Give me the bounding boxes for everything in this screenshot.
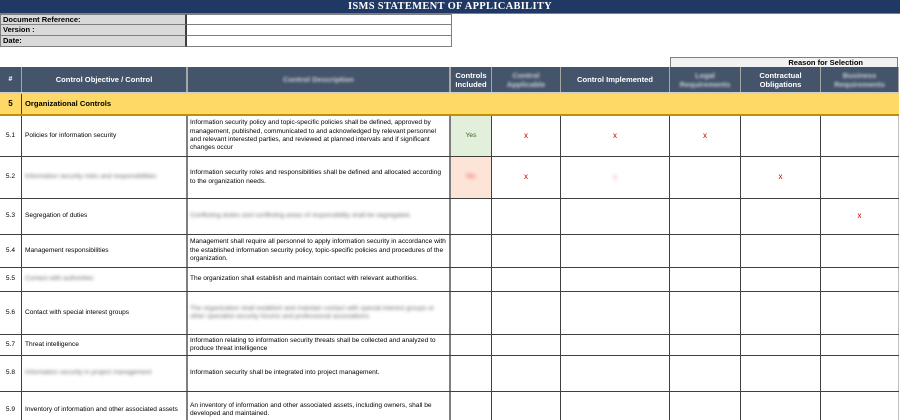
legal-requirements-cell[interactable] bbox=[670, 356, 741, 391]
control-description[interactable] bbox=[188, 292, 451, 334]
control-applicable-cell[interactable] bbox=[492, 335, 561, 355]
legal-requirements-cell[interactable] bbox=[670, 392, 741, 420]
controls-included-cell[interactable] bbox=[451, 199, 492, 234]
control-description-text: Information security policy and topic-specific policies shall be defined, approved by management, published, communicated to and acknowledged by relevant personnel and relevant interested parties, and reviewed at planned intervals and if significant changes occur bbox=[190, 119, 436, 152]
col-header-control-objective[interactable]: Control Objective / Control bbox=[22, 67, 188, 92]
contractual-obligations-cell[interactable] bbox=[741, 268, 821, 291]
legal-requirements-cell[interactable] bbox=[670, 116, 741, 156]
control-implemented-cell[interactable] bbox=[561, 335, 670, 355]
business-requirements-cell[interactable] bbox=[821, 392, 899, 420]
control-applicable-cell[interactable] bbox=[492, 292, 561, 334]
col-header-control-applicable[interactable] bbox=[492, 67, 561, 92]
control-name[interactable]: Policies for information security bbox=[22, 116, 188, 156]
x-mark-icon: x bbox=[524, 130, 528, 140]
business-requirements-cell[interactable] bbox=[821, 292, 899, 334]
legal-requirements-cell[interactable] bbox=[670, 199, 741, 234]
reason-for-selection-header: Reason for Selection bbox=[670, 57, 898, 67]
x-mark-icon: x bbox=[613, 130, 617, 140]
contractual-obligations-cell[interactable] bbox=[741, 199, 821, 234]
control-name-text: Contact with authorities bbox=[25, 275, 94, 283]
control-id[interactable]: 5.7 bbox=[0, 335, 22, 355]
business-requirements-cell[interactable] bbox=[821, 356, 899, 391]
controls-included-value: No bbox=[466, 173, 476, 181]
control-name[interactable]: Threat intelligence bbox=[22, 335, 188, 355]
meta-row-date bbox=[0, 36, 452, 47]
col-header-contractual-obligations[interactable]: Contractual Obligations bbox=[741, 67, 821, 92]
x-mark-icon: x bbox=[703, 130, 707, 140]
col-header-business-requirements[interactable] bbox=[821, 67, 899, 92]
controls-included-cell[interactable] bbox=[451, 157, 492, 198]
control-description[interactable] bbox=[188, 268, 451, 291]
soa-table bbox=[0, 67, 899, 420]
control-id[interactable]: 5.2 bbox=[0, 157, 22, 198]
control-applicable-cell[interactable] bbox=[492, 268, 561, 291]
control-name-text: Information security roles and responsibilities bbox=[25, 173, 157, 181]
control-description-text: Management shall require all personnel to apply information security in accordance with the established information security policy, topic-specific policies and procedures of the organization. bbox=[190, 238, 446, 263]
table-header-row bbox=[0, 67, 899, 94]
control-applicable-cell[interactable] bbox=[492, 157, 561, 198]
table-row bbox=[0, 157, 899, 199]
col-header-legal-requirements[interactable] bbox=[670, 67, 741, 92]
section-title[interactable]: Organizational Controls bbox=[25, 98, 112, 108]
control-name[interactable]: Management responsibilities bbox=[22, 235, 188, 267]
contractual-obligations-cell[interactable] bbox=[741, 335, 821, 355]
section-row-organizational-controls bbox=[0, 94, 899, 116]
control-name[interactable] bbox=[22, 268, 188, 291]
controls-included-cell[interactable] bbox=[451, 392, 492, 420]
table-row bbox=[0, 335, 899, 356]
control-description[interactable] bbox=[188, 335, 451, 355]
business-requirements-cell[interactable] bbox=[821, 335, 899, 355]
control-name-text: Information security in project management bbox=[25, 369, 152, 377]
section-number[interactable]: 5 bbox=[0, 94, 22, 114]
control-id[interactable]: 5.9 bbox=[0, 392, 22, 420]
control-description[interactable] bbox=[188, 199, 451, 234]
sheet-title: ISMS STATEMENT OF APPLICABILITY bbox=[0, 0, 900, 14]
control-applicable-cell[interactable] bbox=[492, 235, 561, 267]
control-implemented-cell[interactable] bbox=[561, 235, 670, 267]
control-description-text: Information security shall be integrated into project management. bbox=[190, 369, 380, 377]
legal-requirements-cell[interactable] bbox=[670, 292, 741, 334]
col-header-control-applicable-label: Control Applicable bbox=[506, 70, 546, 89]
contractual-obligations-cell[interactable] bbox=[741, 356, 821, 391]
x-mark-icon: x bbox=[778, 172, 783, 182]
table-row bbox=[0, 392, 899, 420]
control-implemented-cell[interactable] bbox=[561, 157, 670, 198]
control-id[interactable]: 5.4 bbox=[0, 235, 22, 267]
contractual-obligations-cell[interactable] bbox=[741, 157, 821, 198]
x-mark-icon: x bbox=[524, 172, 528, 182]
control-description[interactable] bbox=[188, 235, 451, 267]
legal-requirements-cell[interactable] bbox=[670, 335, 741, 355]
control-description[interactable] bbox=[188, 157, 451, 198]
business-requirements-cell[interactable] bbox=[821, 157, 899, 198]
control-applicable-cell[interactable] bbox=[492, 356, 561, 391]
control-description-text: An inventory of information and other associated assets, including owners, shall be developed and maintained. bbox=[190, 401, 432, 417]
control-description[interactable] bbox=[188, 116, 451, 156]
business-requirements-cell[interactable] bbox=[821, 199, 899, 234]
control-description[interactable] bbox=[188, 392, 451, 420]
control-id[interactable]: 5.3 bbox=[0, 199, 22, 234]
document-reference-field[interactable] bbox=[187, 14, 452, 25]
business-requirements-cell[interactable] bbox=[821, 116, 899, 156]
table-row bbox=[0, 199, 899, 235]
col-header-business-requirements-label: Business Requirements bbox=[834, 70, 885, 89]
document-reference-label: Document Reference: bbox=[0, 14, 187, 25]
control-description-text: Information security roles and responsibilities shall be defined and allocated according to the organization needs. bbox=[190, 169, 442, 185]
x-mark-icon: x bbox=[612, 172, 618, 183]
col-header-control-description[interactable] bbox=[188, 67, 451, 92]
controls-included-cell[interactable] bbox=[451, 235, 492, 267]
contractual-obligations-cell[interactable] bbox=[741, 292, 821, 334]
control-description-text: The organization shall establish and maintain contact with relevant authorities. bbox=[190, 275, 418, 283]
legal-requirements-cell[interactable] bbox=[670, 235, 741, 267]
contractual-obligations-cell[interactable] bbox=[741, 392, 821, 420]
control-implemented-cell[interactable] bbox=[561, 292, 670, 334]
control-id[interactable]: 5.8 bbox=[0, 356, 22, 391]
date-label: Date: bbox=[0, 36, 187, 47]
control-id[interactable]: 5.5 bbox=[0, 268, 22, 291]
col-header-controls-included[interactable]: Controls Included bbox=[451, 67, 492, 92]
controls-included-cell[interactable] bbox=[451, 335, 492, 355]
controls-included-cell[interactable] bbox=[451, 268, 492, 291]
control-applicable-cell[interactable] bbox=[492, 392, 561, 420]
control-implemented-cell[interactable] bbox=[561, 116, 670, 156]
control-description-text: The organization shall establish and maintain contact with special interest groups or other specialist security forums and professional associations. bbox=[190, 304, 435, 320]
controls-included-cell[interactable] bbox=[451, 356, 492, 391]
control-name[interactable]: Inventory of information and other associated assets bbox=[22, 392, 188, 420]
control-name[interactable]: Segregation of duties bbox=[22, 199, 188, 234]
control-id[interactable]: 5.1 bbox=[0, 116, 22, 156]
legal-requirements-cell[interactable] bbox=[670, 157, 741, 198]
legal-requirements-cell[interactable] bbox=[670, 268, 741, 291]
col-header-number[interactable]: # bbox=[0, 67, 22, 92]
table-row bbox=[0, 356, 899, 392]
control-implemented-cell[interactable] bbox=[561, 199, 670, 234]
version-label: Version : bbox=[0, 25, 187, 36]
controls-included-cell[interactable] bbox=[451, 292, 492, 334]
date-field[interactable] bbox=[187, 36, 452, 47]
x-mark-icon: x bbox=[857, 211, 862, 221]
document-meta-block bbox=[0, 14, 452, 47]
control-name[interactable] bbox=[22, 356, 188, 391]
control-description-text: Information relating to information security threats shall be collected and analyzed to produce threat intelligence bbox=[190, 336, 436, 352]
table-row bbox=[0, 116, 899, 157]
control-applicable-cell[interactable] bbox=[492, 199, 561, 234]
control-id[interactable]: 5.6 bbox=[0, 292, 22, 334]
version-field[interactable] bbox=[187, 25, 452, 36]
control-name[interactable]: Contact with special interest groups bbox=[22, 292, 188, 334]
table-row bbox=[0, 235, 899, 268]
control-implemented-cell[interactable] bbox=[561, 392, 670, 420]
business-requirements-cell[interactable] bbox=[821, 268, 899, 291]
col-header-control-implemented[interactable]: Control Implemented bbox=[561, 67, 670, 92]
table-row bbox=[0, 292, 899, 335]
controls-included-cell[interactable]: Yes bbox=[451, 116, 492, 156]
control-implemented-cell[interactable] bbox=[561, 356, 670, 391]
control-description-text: Conflicting duties and conflicting areas of responsibility shall be segregated. bbox=[190, 212, 412, 220]
meta-row-version bbox=[0, 25, 452, 36]
table-row bbox=[0, 268, 899, 292]
col-header-legal-requirements-label: Legal Requirements bbox=[679, 70, 731, 89]
control-name[interactable] bbox=[22, 157, 188, 198]
business-requirements-cell[interactable] bbox=[821, 235, 899, 267]
contractual-obligations-cell[interactable] bbox=[741, 235, 821, 267]
col-header-control-description-label: Control Description bbox=[283, 75, 354, 84]
control-implemented-cell[interactable] bbox=[561, 268, 670, 291]
control-applicable-cell[interactable] bbox=[492, 116, 561, 156]
contractual-obligations-cell[interactable] bbox=[741, 116, 821, 156]
control-description[interactable] bbox=[188, 356, 451, 391]
meta-row-document-reference bbox=[0, 14, 452, 25]
